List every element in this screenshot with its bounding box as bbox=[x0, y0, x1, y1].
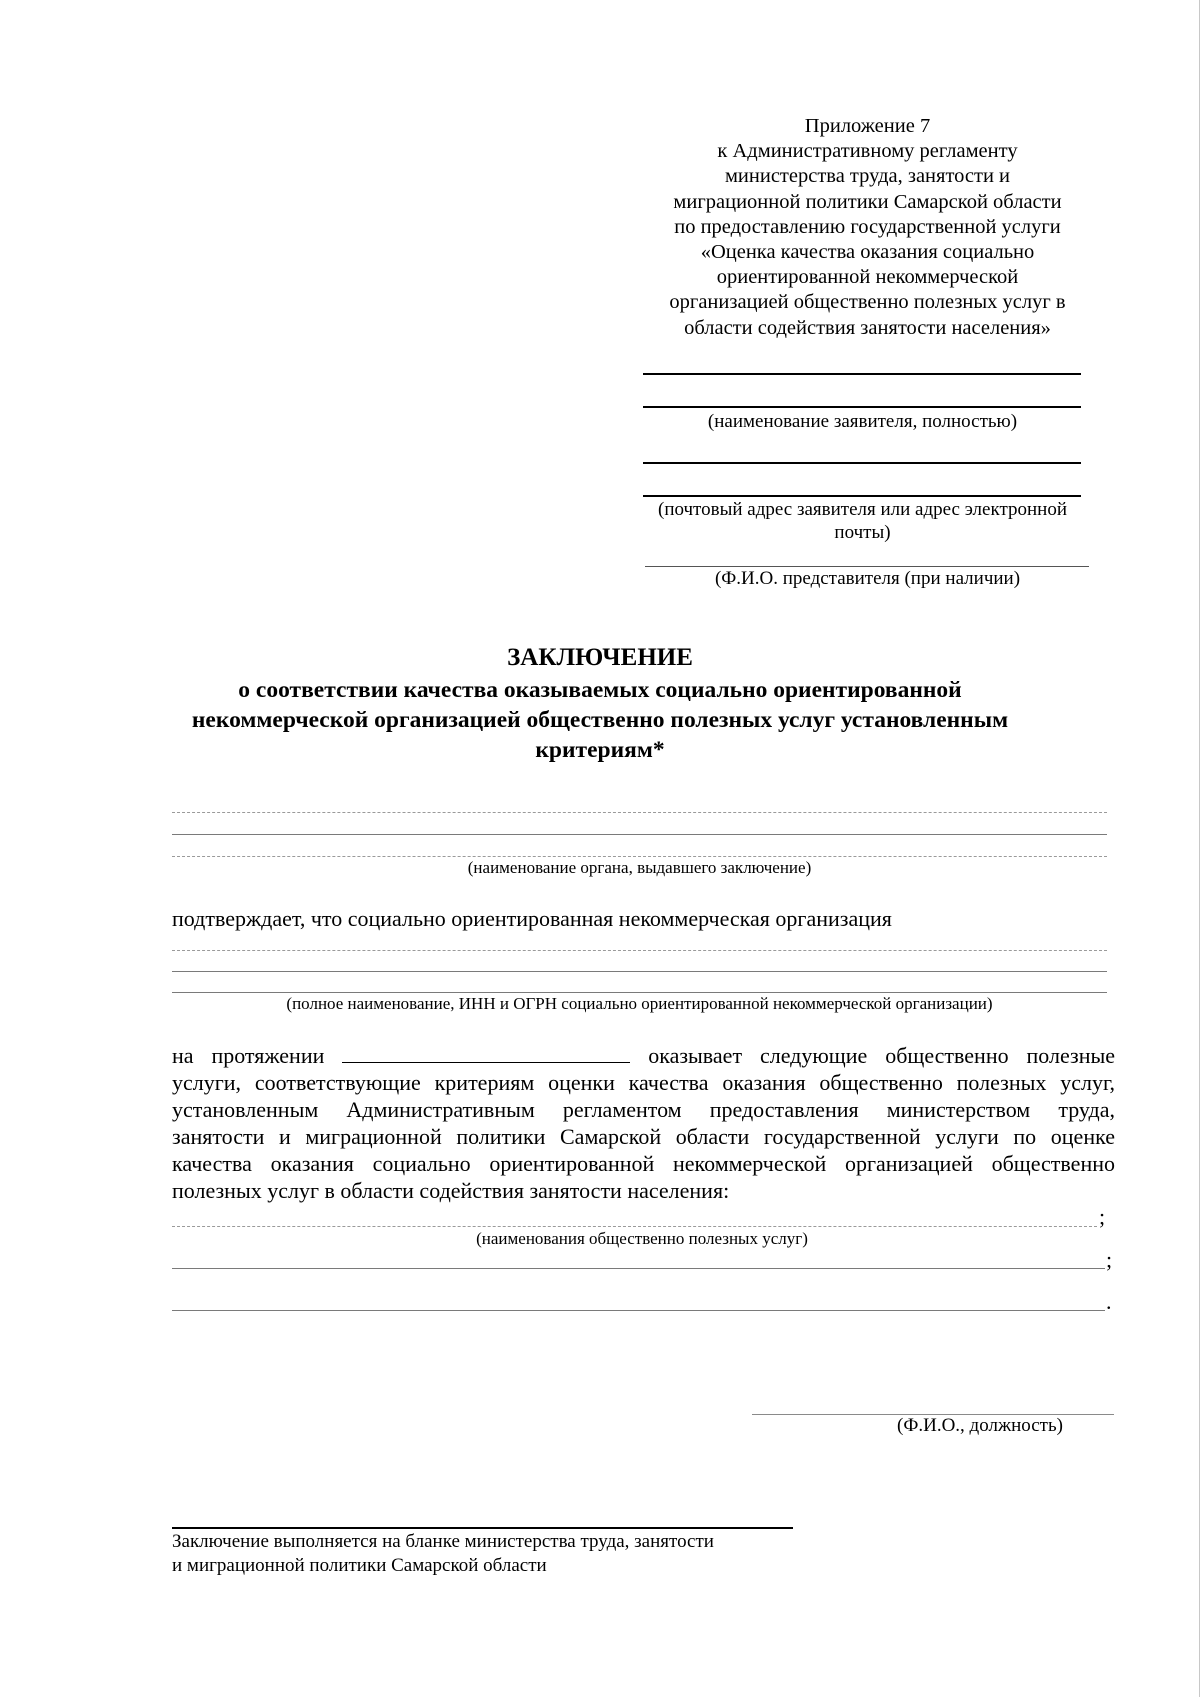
applicant-address-line-2[interactable] bbox=[643, 495, 1081, 497]
appendix-line: организацией общественно полезных услуг в bbox=[669, 291, 1066, 314]
applicant-address-caption-text: (почтовый адрес заявителя или адрес электронной bbox=[658, 499, 1067, 520]
appendix-line: по предоставлению государственной услуги bbox=[674, 215, 1061, 238]
service-line-1-ending: ; bbox=[1099, 1204, 1106, 1229]
service-line-2[interactable] bbox=[172, 1268, 1105, 1269]
paragraph-row: установленным Административным регламентом предоставления министерством труда, bbox=[172, 1097, 1115, 1122]
appendix-line: к Административному регламенту bbox=[717, 140, 1018, 163]
document-subtitle-line: критериям* bbox=[535, 737, 665, 763]
services-paragraph bbox=[172, 1042, 1115, 1204]
document-subtitle-line: некоммерческой организацией общественно полезных услуг установленным bbox=[191, 707, 1009, 733]
representative-caption bbox=[640, 568, 1095, 591]
appendix-line: ориентированной некоммерческой bbox=[716, 266, 1019, 289]
issuer-line-2[interactable] bbox=[172, 834, 1107, 835]
period-label: на протяжении bbox=[172, 1043, 325, 1068]
appendix-line: Приложение 7 bbox=[804, 115, 931, 137]
footnote-separator bbox=[172, 1527, 793, 1529]
paragraph-row: услуги, соответствующие критериям оценки качества оказания общественно полезных услуг, bbox=[172, 1070, 1115, 1095]
appendix-header bbox=[640, 114, 1095, 341]
service-line-3-ending: . bbox=[1106, 1289, 1112, 1314]
service-line-2-ending: ; bbox=[1106, 1247, 1113, 1272]
representative-line[interactable] bbox=[645, 566, 1089, 567]
footnote-line: и миграционной политики Самарской области bbox=[172, 1555, 547, 1576]
appendix-line: миграционной политики Самарской области bbox=[673, 190, 1062, 213]
appendix-line: области содействия занятости населения» bbox=[684, 316, 1051, 339]
service-line-1[interactable] bbox=[172, 1226, 1097, 1227]
applicant-address-caption-text: почты) bbox=[834, 521, 891, 543]
applicant-name-line-1[interactable] bbox=[643, 373, 1081, 375]
issuer-caption: (наименование органа, выдавшего заключение) bbox=[467, 858, 812, 877]
organization-line-3[interactable] bbox=[172, 992, 1107, 993]
paragraph-row: качества оказания социально ориентированной некоммерческой организацией общественно bbox=[172, 1151, 1115, 1176]
applicant-name-line-2[interactable] bbox=[643, 406, 1081, 408]
footnote bbox=[172, 1530, 714, 1578]
services-caption: (наименования общественно полезных услуг) bbox=[476, 1229, 808, 1248]
document-subtitle-line: о соответствии качества оказываемых социально ориентированной bbox=[238, 677, 962, 703]
period-field[interactable] bbox=[342, 1042, 630, 1063]
confirms-text: подтверждает, что социально ориентированная некоммерческая организация bbox=[172, 906, 892, 931]
paragraph-row-1 bbox=[172, 1042, 1115, 1069]
organization-line-2[interactable] bbox=[172, 971, 1107, 972]
applicant-address-line-1[interactable] bbox=[643, 462, 1081, 464]
applicant-name-caption-text: (наименование заявителя, полностью) bbox=[707, 411, 1018, 432]
paragraph-row: полезных услуг в области содействия занятости населения: bbox=[172, 1178, 730, 1203]
appendix-line: «Оценка качества оказания социально bbox=[700, 241, 1035, 264]
paragraph-row-1-end: оказывает следующие общественно полезные bbox=[648, 1043, 1116, 1068]
applicant-address-caption bbox=[640, 499, 1085, 544]
issuer-line-1[interactable] bbox=[172, 812, 1107, 813]
document-title: ЗАКЛЮЧЕНИЕ bbox=[507, 644, 693, 671]
paragraph-row: занятости и миграционной политики Самарской области государственной услуги по оценке bbox=[172, 1124, 1115, 1149]
footnote-line: Заключение выполняется на бланке министерства труда, занятости bbox=[172, 1531, 714, 1552]
organization-line-1[interactable] bbox=[172, 950, 1107, 951]
service-line-3[interactable] bbox=[172, 1310, 1105, 1311]
representative-caption-text: (Ф.И.О. представителя (при наличии) bbox=[714, 568, 1021, 589]
issuer-line-3[interactable] bbox=[172, 856, 1107, 857]
applicant-name-caption bbox=[640, 411, 1085, 434]
organization-caption: (полное наименование, ИНН и ОГРН социально ориентированной некоммерческой организации) bbox=[286, 994, 993, 1013]
appendix-line: министерства труда, занятости и bbox=[724, 165, 1011, 188]
signature-caption: (Ф.И.О., должность) bbox=[897, 1415, 1063, 1436]
